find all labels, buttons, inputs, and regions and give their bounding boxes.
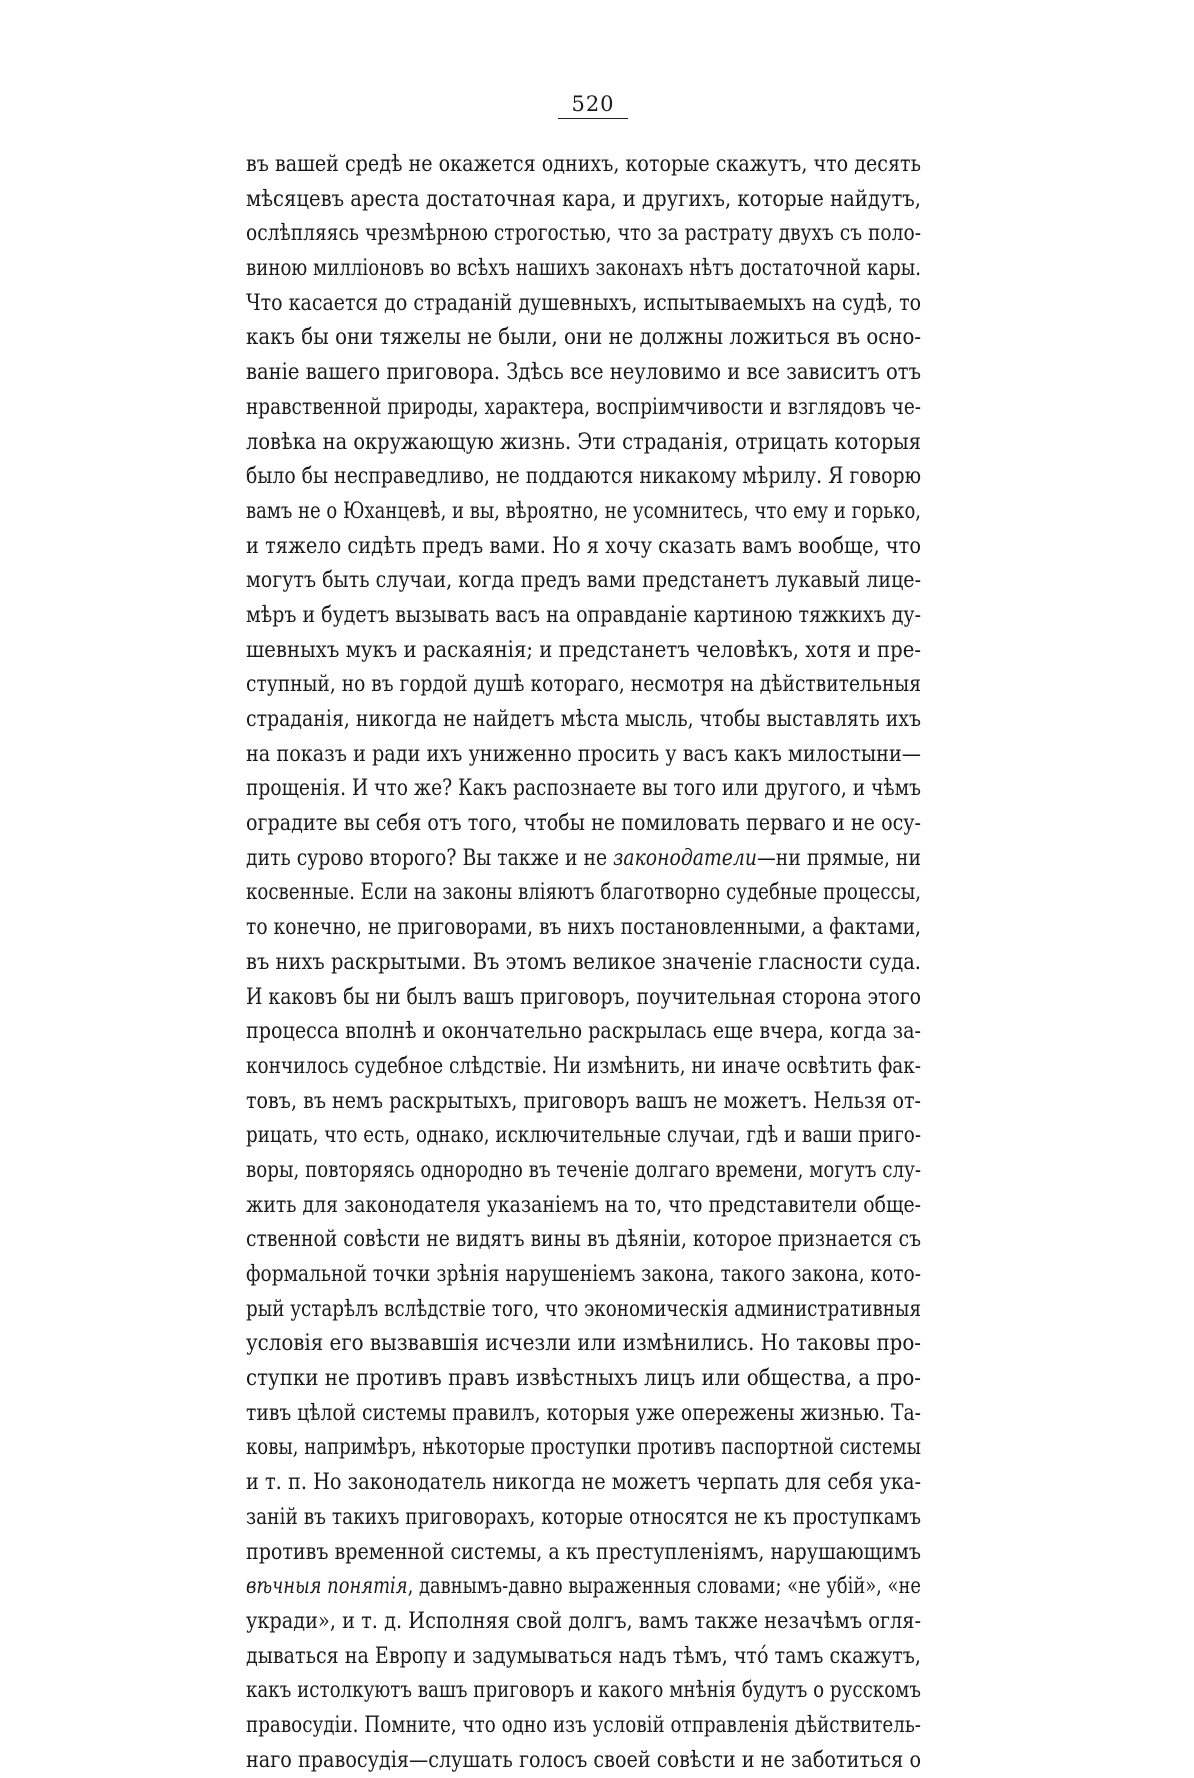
text-line: ственной совѣсти не видятъ вины въ дѣянiи, которое признается съ — [246, 1227, 921, 1253]
text-line: ловѣка на окружающую жизнь. Эти страданiя, отрицать которыя — [246, 429, 921, 455]
text-line: страданiя, никогда не найдетъ мѣста мысль, чтобы выставлять ихъ — [246, 707, 921, 732]
text-line: могутъ быть случаи, когда предъ вами предстанетъ лукавый лице- — [246, 568, 921, 594]
text-line: воры, повторяясь однородно въ теченiе долгаго времени, могутъ слу- — [246, 1157, 921, 1183]
text-line: занiй въ такихъ приговорахъ, которые относятся не къ проступкамъ — [246, 1504, 921, 1530]
text-line: процесса вполнѣ и окончательно раскрылась еще вчера, когда за- — [246, 1019, 921, 1045]
text-line: ступный, но въ гордой душѣ котораго, несмотря на дѣйствительныя — [246, 672, 921, 698]
text-line: въ нихъ раскрытыми. Въ этомъ великое значенiе гласности суда. — [246, 949, 921, 975]
text-fragment: —ни прямые, ни — [756, 845, 921, 871]
text-line: оградите вы себя отъ того, чтобы не помиловать перваго и не осу- — [246, 811, 921, 837]
text-line: мѣръ и будетъ вызывать васъ на оправданiе картиною тяжкихъ ду- — [246, 602, 921, 628]
text-line: на показъ и ради ихъ униженно просить у васъ какъ милостыни— — [246, 741, 921, 767]
text-line: жить для законодателя указанiемъ на то, что представители обще- — [246, 1192, 921, 1218]
text-line: наго правосудiя—слушать голосъ своей совѣсти и не заботиться о — [246, 1747, 921, 1773]
text-line: рицать, что есть, однако, исключительные случаи, гдѣ и ваши приго- — [246, 1123, 921, 1149]
text-fragment: , давнымъ-давно выраженныя словами; «не убiй», «не — [407, 1574, 921, 1600]
text-line: косвенные. Если на законы влiяютъ благотворно судебные процессы, — [246, 880, 921, 906]
text-line: то конечно, не приговорами, въ нихъ постановленными, а фактами, — [246, 915, 921, 941]
text-line: укради», и т. д. Исполняя свой долгъ, вамъ также незачѣмъ огля- — [246, 1608, 921, 1634]
text-line — [246, 1570, 921, 1605]
text-line: виною миллiоновъ во всѣхъ нашихъ законахъ нѣтъ достаточной кары. — [246, 256, 921, 282]
page-number: 520 — [558, 92, 628, 119]
text-line: условiя его вызвавшiя исчезли или измѣнились. Но таковы про- — [246, 1331, 921, 1357]
text-line: прощенiя. И что же? Какъ распознаете вы того или другого, и чѣмъ — [246, 776, 921, 802]
text-line: ступки не противъ правъ извѣстныхъ лицъ или общества, а про- — [246, 1366, 921, 1392]
text-line: нравственной природы, характера, воспрiимчивости и взглядовъ че- — [246, 394, 921, 420]
text-line: и т. п. Но законодатель никогда не можетъ черпать для себя ука- — [246, 1470, 921, 1496]
text-line: противъ временной системы, а къ преступленiямъ, нарушающимъ — [246, 1539, 921, 1565]
text-line: Что касается до страданiй душевныхъ, испытываемыхъ на судѣ, то — [246, 290, 921, 316]
italic-phrase: вѣчныя понятiя — [246, 1574, 408, 1600]
text-line: тивъ цѣлой системы правилъ, которыя уже опережены жизнью. Та- — [246, 1400, 921, 1426]
text-line: и тяжело сидѣть предъ вами. Но я хочу сказать вамъ вообще, что — [246, 533, 921, 559]
text-line: ослѣпляясь чрезмѣрною строгостью, что за растрату двухъ съ поло- — [246, 221, 921, 247]
text-fragment: дить сурово второго? Вы также и не — [246, 845, 614, 871]
text-line: какъ истолкуютъ вашъ приговоръ и какого мнѣнiя будутъ о русскомъ — [246, 1678, 921, 1704]
body-text — [246, 148, 921, 1778]
text-line: товъ, въ немъ раскрытыхъ, приговоръ вашъ не можетъ. Нельзя от- — [246, 1088, 921, 1114]
text-line: формальной точки зрѣнiя нарушенiемъ закона, такого закона, кото- — [246, 1262, 921, 1287]
text-line: вамъ не о Юханцевѣ, и вы, вѣроятно, не усомнитесь, что ему и горько, — [246, 498, 921, 524]
text-line: правосудiи. Помните, что одно изъ условiй отправленiя дѣйствитель- — [246, 1712, 921, 1738]
text-line: мѣсяцевъ ареста достаточная кара, и другихъ, которые найдутъ, — [246, 186, 921, 212]
text-line: какъ бы они тяжелы не были, они не должны ложиться въ осно- — [246, 325, 921, 351]
text-line: ванiе вашего приговора. Здѣсь все неуловимо и все зависитъ отъ — [246, 360, 921, 386]
text-line: ковы, напримѣръ, нѣкоторые проступки противъ паспортной системы — [246, 1435, 921, 1461]
text-line: И каковъ бы ни былъ вашъ приговоръ, поучительная сторона этого — [246, 984, 921, 1010]
text-line: шевныхъ мукъ и раскаянiя; и предстанетъ человѣкъ, хотя и пре- — [246, 637, 921, 663]
italic-phrase: законодатели — [613, 845, 757, 871]
text-line: въ вашей средѣ не окажется однихъ, которые скажутъ, что десять — [246, 152, 921, 177]
text-line: рый устарѣлъ вслѣдствiе того, что экономическiя административныя — [246, 1296, 921, 1322]
text-line — [246, 842, 921, 877]
text-line: кончилось судебное слѣдствiе. Ни измѣнить, ни иначе освѣтить фак- — [246, 1053, 921, 1079]
text-line: дываться на Европу и задумываться надъ тѣмъ, что́ тамъ скажутъ, — [246, 1643, 921, 1669]
text-line: было бы несправедливо, не поддаются никакому мѣрилу. Я говорю — [246, 464, 921, 490]
